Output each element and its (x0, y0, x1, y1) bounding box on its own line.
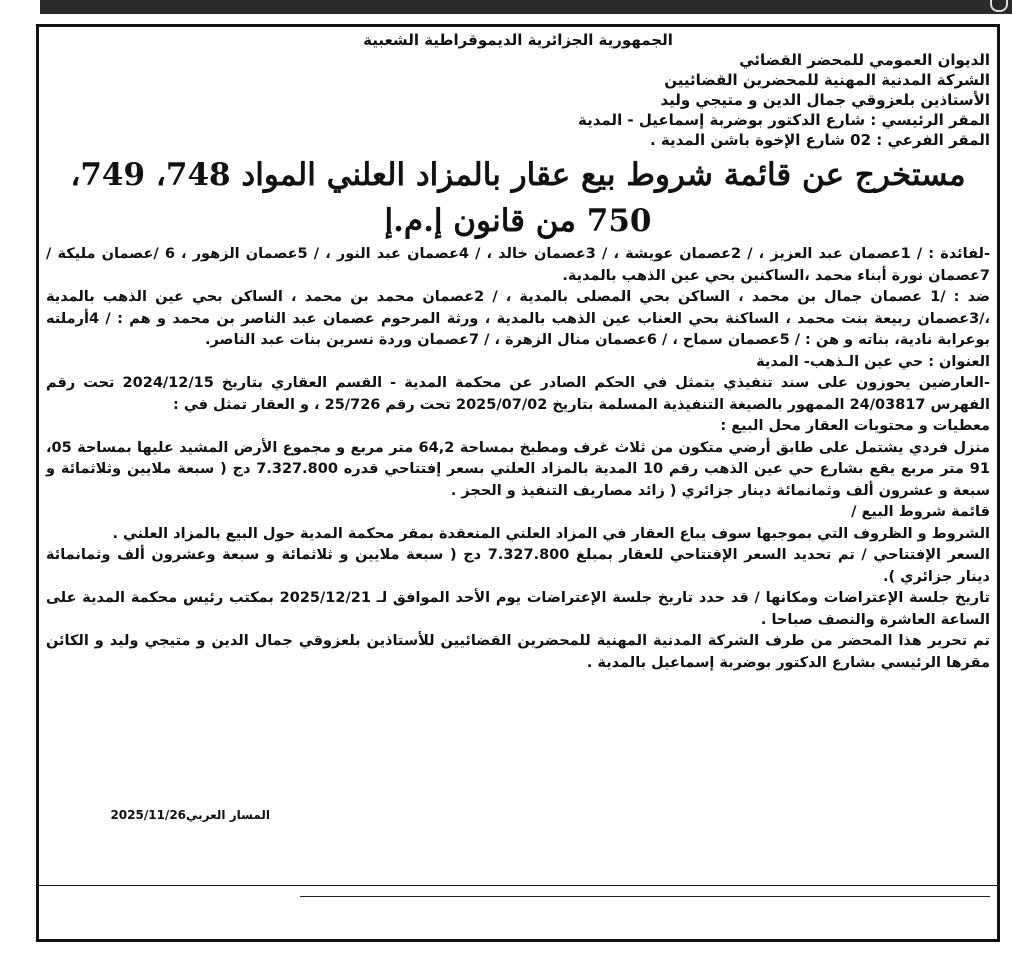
notice-title: مستخرج عن قائمة شروط بيع عقار بالمزاد العلني المواد 748، 749، 750 من قانون إ.م.إ (70, 157, 966, 239)
top-bar (40, 0, 1012, 14)
office-header (40, 50, 996, 150)
publication-name: المسار العربي (186, 808, 270, 822)
notice-body (40, 244, 996, 674)
paragraph-beneficiaries: -لفائدة : / 1عصمان عبد العزيز ، / 2عصمان عويشة ، / 3عصمان خالد ، / 4عصمان عبد النور ، / 5عصمان الزهور ، 6 /عصمان مليكة / 7عصمان نورة أبناء محمد ،الساكنين بحي عين الذهب بالمدية. (46, 246, 990, 284)
paragraph-objections-date: تاريخ جلسة الإعتراضات ومكانها / قد حدد تاريخ جلسة الإعتراضات يوم الأحد الموافق لـ 2025/12/21 بمكتب رئيس محكمة المدية على الساعة العاشرة والنصف صباحا . (46, 590, 990, 628)
office-line: الأستاذين بلعزوقي جمال الدين و متيجي وليد (660, 91, 990, 109)
paragraph-opening-price: السعر الإفتتاحي / تم تحديد السعر الإفتتاحي للعقار بمبلغ 7.327.800 دج ( سبعة ملايين و ثلاثمائة و سبعة وعشرون ألف وثمانمائة دينار جزائري ). (46, 547, 990, 585)
footer-divider (300, 896, 990, 897)
paragraph-conditions: الشروط و الظروف التي بموجبها سوف يباع العقار في المزاد العلني المنعقدة بمقر محكمة المدية حول البيع بالمزاد العلني . (112, 525, 990, 542)
office-line: الشركة المدنية المهنية للمحضرين القضائيين (664, 71, 990, 89)
paragraph-property-details: منزل فردي يشتمل على طابق أرضي متكون من ثلاث غرف ومطبخ بمساحة 64,2 متر مربع و مجموع الأرض المشيد عليها بمساحة 05، 91 متر مربع يقع بشارع حي عين الذهب رقم 10 المدية بالمزاد العلني بسعر إفتتاحي قدره 7.327.800 دج ( سبعة ملايين وثلاثمائة و سبعة و عشرون ألف وثمانمائة دينار جزائري ( زائد مصاريف التنفيذ و الحجز . (46, 439, 990, 499)
republic-heading: الجمهورية الجزائرية الديموقراطية الشعبية (363, 31, 673, 49)
corner-icon (990, 0, 1008, 12)
office-line: المقر الرئيسي : شارع الدكتور بوضربة إسماعيل - المدية (577, 111, 990, 129)
office-line: المقر الفرعي : 02 شارع الإخوة باشن المدية . (649, 131, 990, 149)
paragraph-conditions-heading: قائمة شروط البيع / (851, 504, 990, 520)
paragraph-property-heading: معطيات و محتويات العقار محل البيع : (720, 418, 990, 434)
legal-notice (40, 30, 996, 674)
paragraph-drafted-by: تم تحرير هذا المحضر من طرف الشركة المدنية المهنية للمحضرين القضائيين للأستاذين بلعزوقي جمال الدين و متيجي وليد و الكائن مقرها الرئيسي بشارع الدكتور بوضربة إسماعيل بالمدية . (46, 633, 990, 671)
paragraph-title-deed: -العارضين يحوزون على سند تنفيذي يتمثل في الحكم الصادر عن محكمة المدية - القسم العقاري بتاريخ 2024/12/15 تحت رقم الفهرس 24/03817 الممهور بالصيغة التنفيذية المسلمة بتاريخ 2025/07/02 تحت رقم 25/726 ، و العقار تمثل في : (46, 375, 990, 413)
paragraph-address: العنوان : حي عين الـذهب- المدية (756, 353, 990, 370)
paragraph-defendants: ضد : /1 عصمان جمال بن محمد ، الساكن بحي المصلى بالمدية ، / 2عصمان محمد بن محمد ، الساكن بحي عين الذهب بالمدية ،/3عصمان ربيعة بنت محمد ، الساكنة بحي العناب عين الذهب بالمدية ، ورثة المرحوم عصمان عبد الناصر بن محمد و هم : / 4أرملته بوعرابة نادية، بناته و هن : / 5عصمان سماح ، / 6عصمان منال الزهرة ، / 7عصمان وردة نسرين بنات عبد الناصر. (46, 289, 990, 348)
publication-footer (70, 808, 270, 822)
office-line: الديوان العمومي للمحضر القضائي (739, 51, 990, 69)
publication-date: 2025/11/26 (110, 808, 187, 822)
